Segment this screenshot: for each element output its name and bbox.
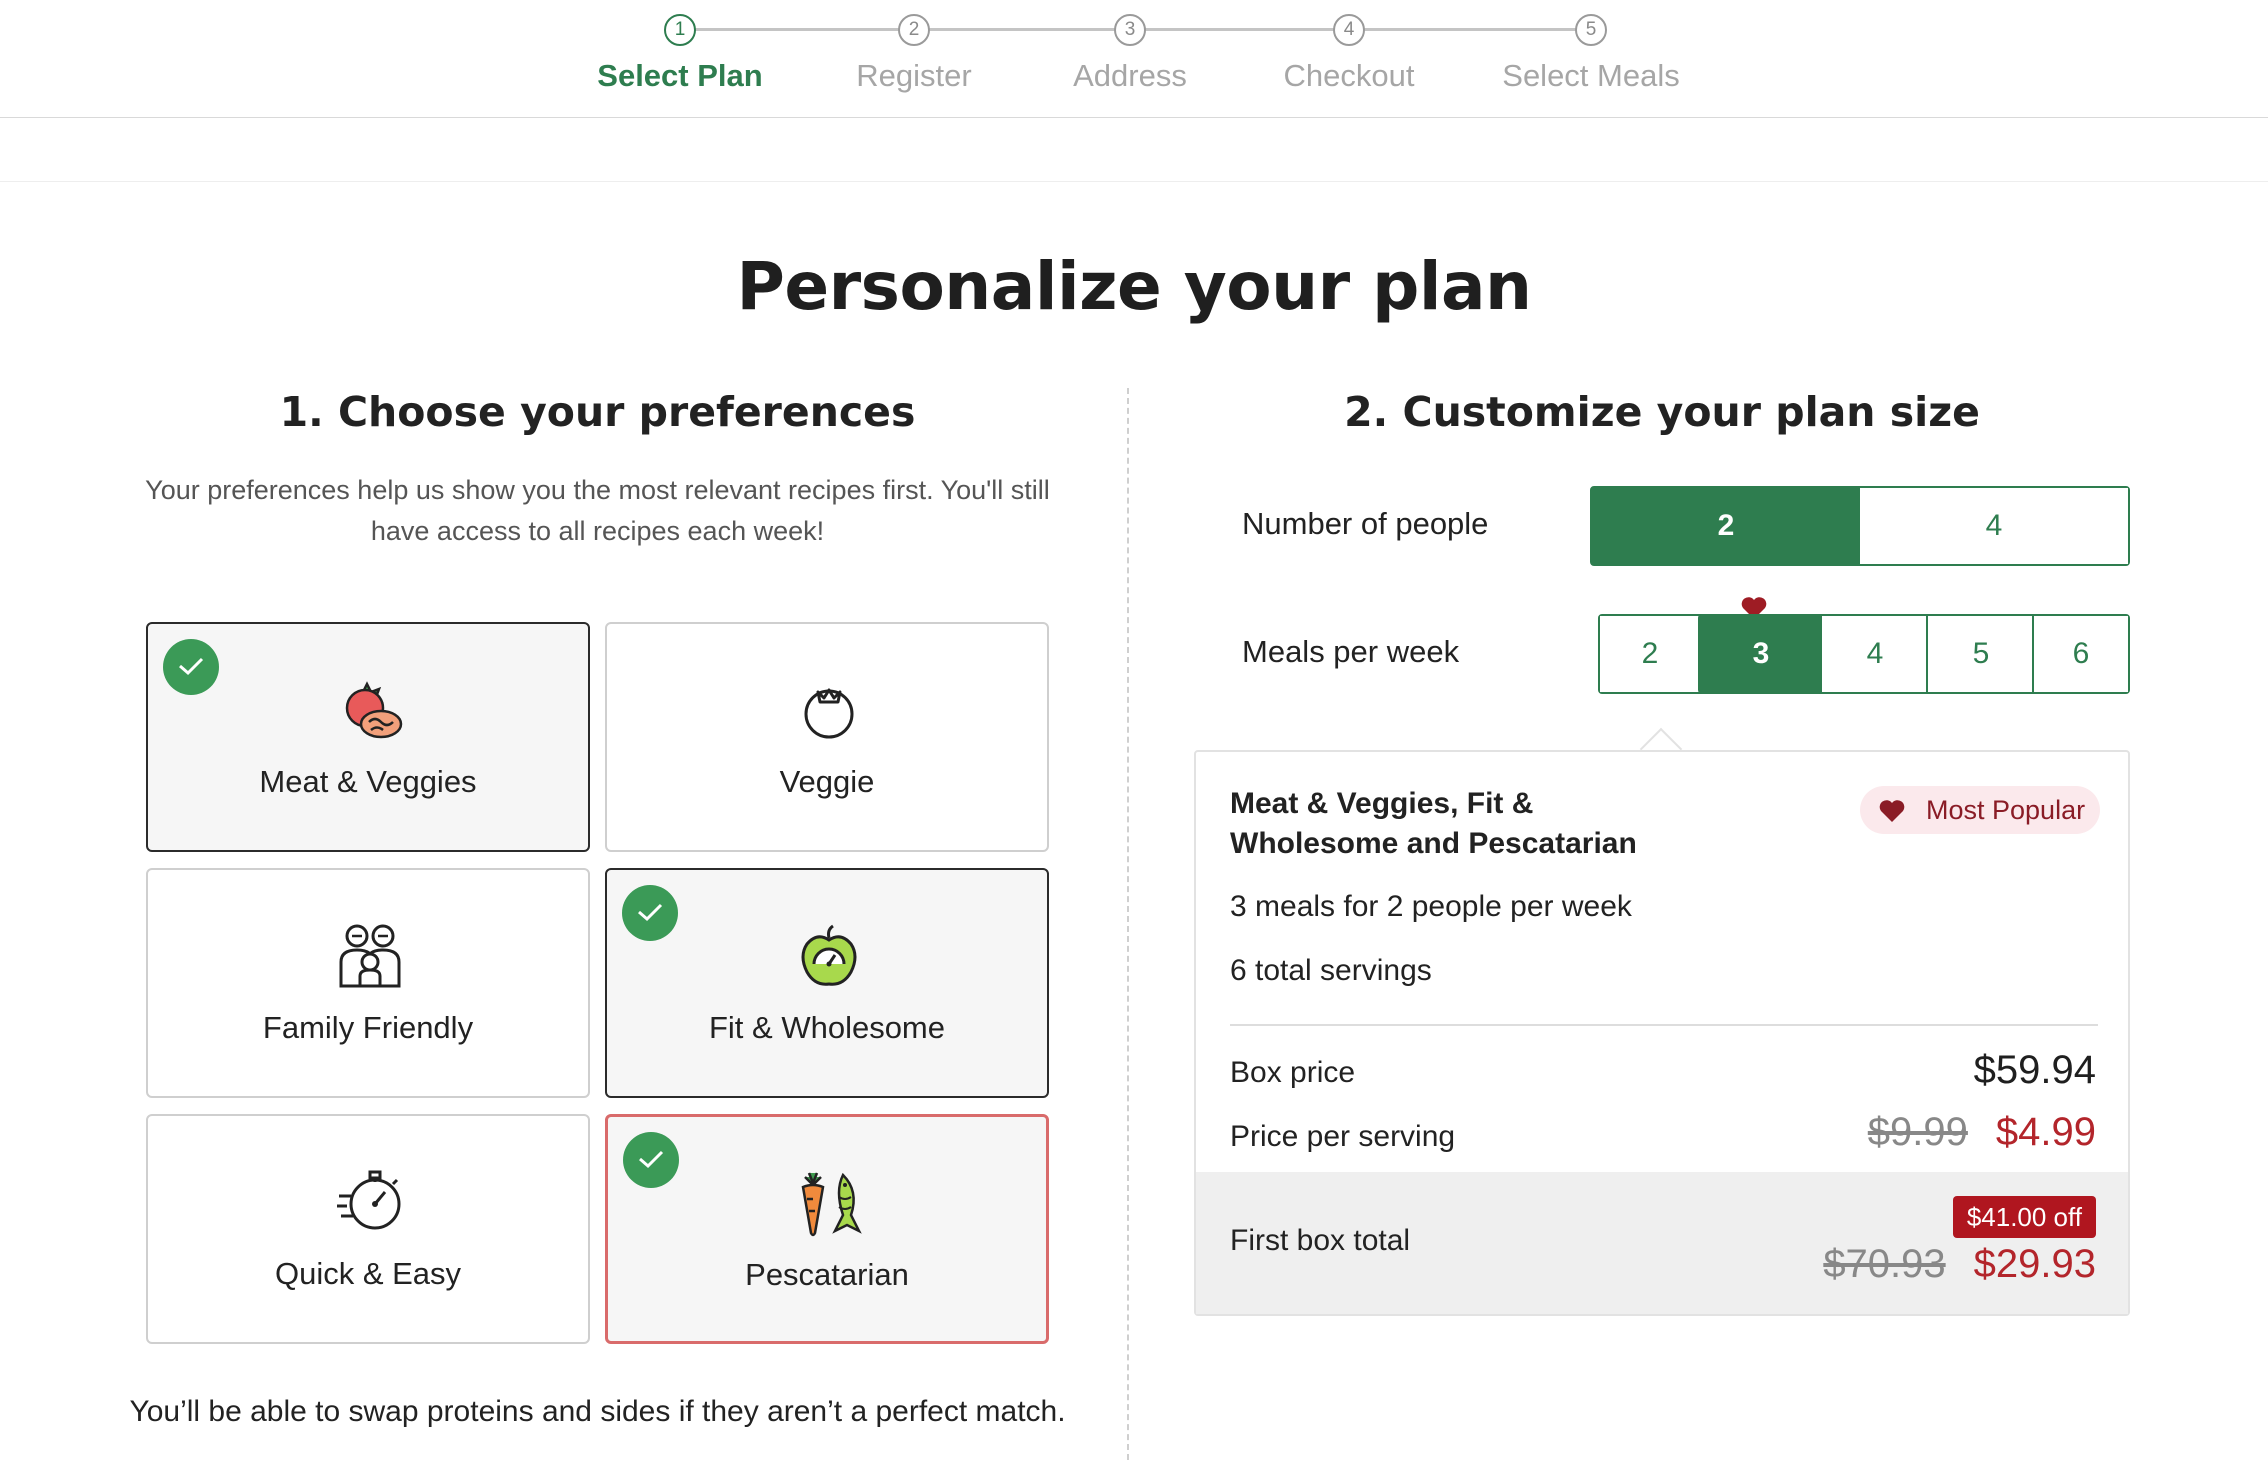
- tomato-icon: [794, 674, 864, 744]
- preference-card-family-friendly[interactable]: [146, 868, 590, 1098]
- meals-summary: 3 meals for 2 people per week: [1230, 890, 1632, 923]
- step-number: 2: [898, 14, 930, 46]
- most-popular-badge: [1860, 786, 2100, 834]
- check-icon: [163, 639, 219, 695]
- checkout-progress-bar: [0, 0, 2268, 118]
- preferences-title: 1. Choose your preferences: [279, 388, 916, 436]
- carrot-fish-icon: [795, 1167, 865, 1237]
- preference-card-fit-wholesome[interactable]: [605, 868, 1049, 1098]
- apple-scale-icon: [794, 920, 864, 990]
- meals-option-2[interactable]: 2: [1600, 616, 1700, 692]
- badge-label: Most Popular: [1926, 795, 2086, 825]
- step-label: Select Meals: [1502, 58, 1680, 93]
- discount-badge: $41.00 off: [1953, 1196, 2096, 1238]
- preference-card-quick-easy[interactable]: [146, 1114, 590, 1344]
- stopwatch-icon: [335, 1166, 405, 1236]
- step-label: Register: [856, 58, 972, 93]
- step-label: Select Plan: [597, 58, 763, 93]
- meals-option-4[interactable]: 4: [1820, 616, 1928, 692]
- preference-card-veggie[interactable]: [605, 622, 1049, 852]
- card-label: Fit & Wholesome: [708, 1010, 945, 1045]
- step-number: 3: [1114, 14, 1146, 46]
- first-box-original: $70.93: [1823, 1242, 1946, 1286]
- servings-summary: 6 total servings: [1230, 954, 1432, 987]
- preferences-description: Your preferences help us show you the most relevant recipes first. You'll still have access to all recipes each week!: [145, 475, 1050, 546]
- plan-size-title: 2. Customize your plan size: [1344, 388, 1980, 436]
- card-label: Pescatarian: [745, 1257, 909, 1292]
- heart-icon: [1878, 799, 1906, 823]
- family-icon: [335, 920, 405, 990]
- per-serving-original: $9.99: [1867, 1110, 1968, 1154]
- people-option-2[interactable]: 2: [1592, 488, 1860, 564]
- step-number: 1: [664, 14, 696, 46]
- step-number: 4: [1333, 14, 1365, 46]
- card-label: Meat & Veggies: [259, 764, 477, 799]
- plan-summary: [1194, 750, 2130, 1316]
- plan-name: Meat & Veggies, Fit & Wholesome and Pescatarian: [1230, 787, 1637, 860]
- column-divider: [1127, 388, 1129, 1460]
- people-label: Number of people: [1242, 506, 1489, 541]
- check-icon: [623, 1132, 679, 1188]
- card-label: Veggie: [779, 764, 875, 799]
- meals-selector: [1598, 614, 2130, 694]
- box-price-label: Box price: [1230, 1056, 1356, 1089]
- preferences-note: You’ll be able to swap proteins and sides if they aren’t a perfect match.: [129, 1395, 1066, 1428]
- first-box-total-row: [1196, 1172, 2128, 1314]
- meat-veggies-icon: [335, 674, 405, 744]
- first-box-label: First box total: [1230, 1224, 1411, 1257]
- first-box-sale: $29.93: [1973, 1242, 2096, 1286]
- step-label: Address: [1073, 58, 1187, 93]
- summary-divider: [1230, 1024, 2098, 1026]
- page-title: Personalize your plan: [736, 248, 1532, 325]
- per-serving-prices: [1868, 1110, 2096, 1155]
- step-label: Checkout: [1283, 58, 1415, 93]
- preference-card-meat-veggies[interactable]: [146, 622, 590, 852]
- meals-option-6[interactable]: 6: [2032, 616, 2128, 692]
- card-label: Quick & Easy: [274, 1256, 462, 1291]
- people-option-4[interactable]: 4: [1860, 488, 2128, 564]
- per-serving-label: Price per serving: [1230, 1120, 1456, 1153]
- header-spacer: [0, 118, 2268, 182]
- preference-card-pescatarian[interactable]: [605, 1114, 1049, 1344]
- card-label: Family Friendly: [262, 1010, 474, 1045]
- per-serving-sale: $4.99: [1995, 1110, 2096, 1154]
- first-box-prices: [1823, 1242, 2096, 1287]
- check-icon: [622, 885, 678, 941]
- people-selector: [1590, 486, 2130, 566]
- box-price-value: $59.94: [1973, 1048, 2096, 1092]
- meals-label: Meals per week: [1242, 634, 1460, 669]
- step-number: 5: [1575, 14, 1607, 46]
- meals-option-3[interactable]: 3: [1698, 614, 1822, 694]
- meals-option-5[interactable]: 5: [1926, 616, 2034, 692]
